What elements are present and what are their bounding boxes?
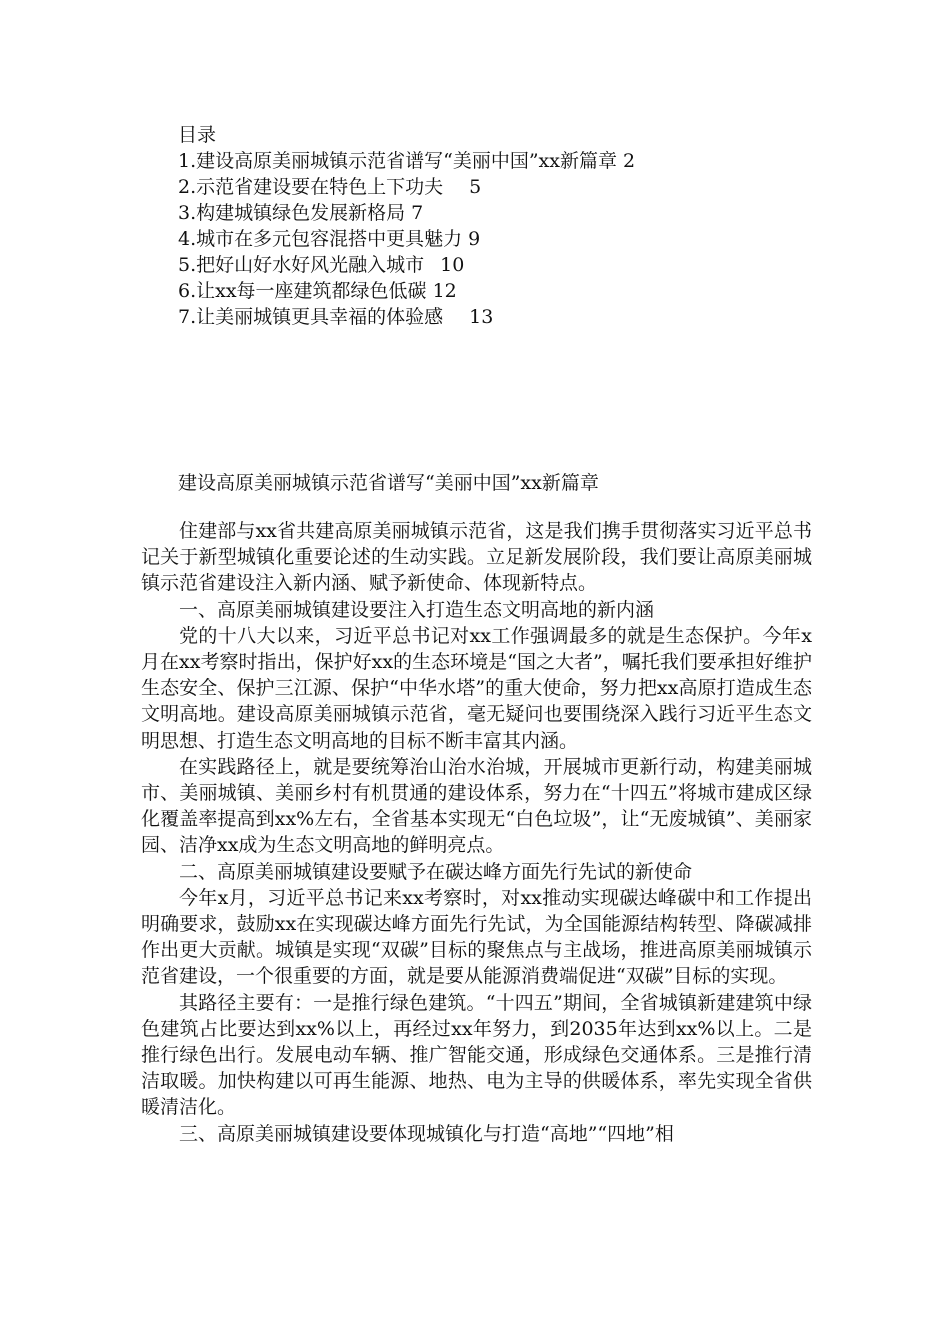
toc-item-label: 4.城市在多元包容混搭中更具魅力 [178,228,463,250]
toc-item[interactable] [178,148,818,174]
body-paragraph: 党的十八大以来，习近平总书记对xx工作强调最多的就是生态保护。今年x月在xx考察时指出，保护好xx的生态环境是“国之大者”，嘱托我们要承担好维护生态安全、保护三江源、保护“中华水塔”的重大使命，努力把xx高原打造成生态文明高地。建设高原美丽城镇示范省，毫无疑问也要围绕深入践行习近平生态文明思想、打造生态文明高地的目标不断丰富其内涵。 [141,624,812,752]
toc-item-label: 3.构建城镇绿色发展新格局 [178,202,406,224]
toc-item[interactable] [178,252,818,278]
table-of-contents [178,122,818,330]
toc-item-page: 2 [623,150,636,172]
toc-item-page: 10 [440,254,465,276]
toc-title: 目录 [178,124,217,146]
toc-item[interactable] [178,200,818,226]
toc-item-label: 6.让xx每一座建筑都绿色低碳 [178,280,427,302]
toc-item-label: 7.让美丽城镇更具幸福的体验感 [178,306,444,328]
body-paragraph: 今年x月，习近平总书记来xx考察时，对xx推动实现碳达峰碳中和工作提出明确要求，鼓励xx在实现碳达峰方面先行先试，为全国能源结构转型、降碳减排作出更大贡献。城镇是实现“双碳”目标的聚焦点与主战场，推进高原美丽城镇示范省建设，一个很重要的方面，就是要从能源消费端促进“双碳”目标的实现。 [141,886,812,988]
section-heading: 三、高原美丽城镇建设要体现城镇化与打造“高地”“四地”相 [179,1122,674,1145]
toc-item-page: 7 [411,202,424,224]
toc-item-label: 1.建设高原美丽城镇示范省谱写“美丽中国”xx新篇章 [178,150,617,172]
toc-item[interactable] [178,226,818,252]
toc-item-page: 5 [469,176,482,198]
body-paragraph: 在实践路径上，就是要统筹治山治水治城，开展城市更新行动，构建美丽城市、美丽城镇、美丽乡村有机贯通的建设体系，努力在“十四五”将城市建成区绿化覆盖率提高到xx%左右，全省基本实现无“白色垃圾”，让“无废城镇”、美丽家园、洁净xx成为生态文明高地的鲜明亮点。 [141,755,812,857]
toc-item-label: 5.把好山好水好风光融入城市 [178,254,425,276]
toc-item-page: 12 [432,280,457,302]
body-paragraph: 其路径主要有：一是推行绿色建筑。“十四五”期间，全省城镇新建建筑中绿色建筑占比要达到xx%以上，再经过xx年努力，到2035年达到xx%以上。二是推行绿色出行。发展电动车辆、推广智能交通，形成绿色交通体系。三是推行清洁取暖。加快构建以可再生能源、地热、电为主导的供暖体系，率先实现全省供暖清洁化。 [141,991,812,1119]
section-heading: 一、高原美丽城镇建设要注入打造生态文明高地的新内涵 [179,598,655,621]
document-body [141,518,812,1147]
section-heading: 二、高原美丽城镇建设要赋予在碳达峰方面先行先试的新使命 [179,860,693,883]
document-title: 建设高原美丽城镇示范省谱写“美丽中国”xx新篇章 [178,472,599,494]
toc-item-page: 13 [469,306,494,328]
toc-item[interactable] [178,278,818,304]
toc-item-label: 2.示范省建设要在特色上下功夫 [178,176,444,198]
toc-item[interactable] [178,304,818,330]
toc-item-page: 9 [468,228,481,250]
toc-item[interactable] [178,174,818,200]
body-paragraph: 住建部与xx省共建高原美丽城镇示范省，这是我们携手贯彻落实习近平总书记关于新型城镇化重要论述的生动实践。立足新发展阶段，我们要让高原美丽城镇示范省建设注入新内涵、赋予新使命、体现新特点。 [141,520,812,595]
